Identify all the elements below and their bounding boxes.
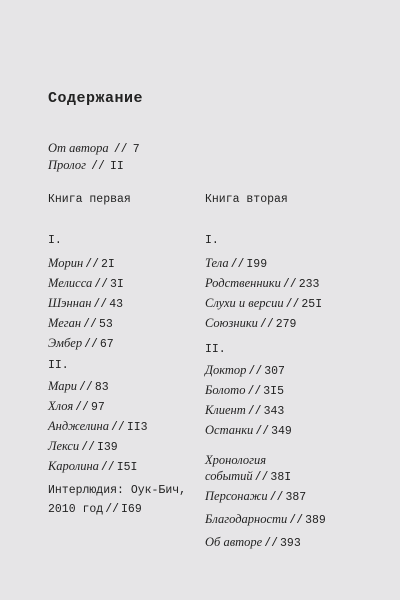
entry-title: Союзники [205, 316, 258, 330]
entry-separator: // [75, 401, 89, 414]
entry-page: I5I [116, 461, 138, 474]
toc-entry [205, 422, 292, 440]
entry-separator: // [113, 143, 128, 156]
entry-title: Тела [205, 256, 229, 270]
entry-separator: // [259, 318, 274, 331]
interlude-entry [48, 483, 186, 518]
entry-page: I39 [97, 441, 118, 454]
entry-page: 43 [109, 298, 124, 311]
entry-title: Мари [48, 379, 77, 393]
entry-title: Каролина [48, 459, 99, 473]
entry-page: 38I [270, 471, 292, 484]
entry-separator: // [247, 385, 262, 398]
book-two-part-one-list [205, 255, 322, 333]
entry-page: 233 [298, 278, 320, 291]
entry-title: Слухи и версии [205, 296, 284, 310]
entry-page: I99 [246, 258, 268, 271]
toc-entry [205, 402, 292, 420]
book-one-heading: Книга первая [48, 193, 131, 206]
entry-separator: // [264, 537, 279, 550]
entry-page: II3 [126, 421, 148, 434]
entry-separator: // [79, 381, 93, 394]
toc-entry [205, 362, 292, 380]
entry-title: Мелисса [48, 276, 93, 290]
book-one-part-one-list [48, 255, 124, 353]
interlude-title-line2: 2010 год [48, 503, 104, 516]
toc-entry [48, 295, 124, 313]
entry-separator: // [81, 441, 95, 454]
entry-title: Персонажи [205, 489, 268, 503]
entry-page: 67 [99, 338, 114, 351]
entry-separator: // [84, 338, 98, 351]
entry-title: Шэннан [48, 296, 92, 310]
book-two-heading: Книга вторая [205, 193, 288, 206]
entry-separator: // [105, 503, 120, 516]
book-one-part-two-list [48, 378, 148, 476]
entry-page: II [110, 160, 124, 173]
toc-entry [205, 295, 322, 313]
toc-entry [205, 382, 292, 400]
entry-separator: // [282, 278, 297, 291]
entry-title: Об авторе [205, 535, 263, 549]
interlude-line2 [48, 502, 186, 518]
toc-entry [48, 398, 148, 416]
entry-separator: // [269, 491, 284, 504]
toc-entry [48, 438, 148, 456]
toc-entry [48, 275, 124, 293]
entry-separator: // [255, 425, 270, 438]
entry-title: Морин [48, 256, 84, 270]
toc-entry [205, 315, 322, 333]
entry-separator: // [230, 258, 245, 271]
entry-page: 25I [301, 298, 323, 311]
entry-title: Родственники [205, 276, 281, 290]
entry-separator: // [85, 258, 99, 271]
entry-title: Лекси [48, 439, 80, 453]
page-title: Содержание [48, 90, 144, 107]
toc-entry-author [48, 140, 140, 158]
toc-entry [48, 378, 148, 396]
entry-separator: // [289, 514, 304, 527]
entry-page: 53 [98, 318, 113, 331]
toc-entry [48, 315, 124, 333]
entry-title: Меган [48, 316, 82, 330]
entry-page: 393 [280, 537, 301, 550]
entry-separator: // [247, 405, 262, 418]
book-two-part-two-list [205, 362, 292, 440]
toc-entry [48, 335, 124, 353]
entry-page: 387 [285, 491, 307, 504]
entry-title: Останки [205, 423, 254, 437]
toc-entry [205, 275, 322, 293]
entry-title: Эмбер [48, 336, 83, 350]
entry-page: 279 [275, 318, 297, 331]
chronology-title-line1: Хронология [205, 453, 267, 467]
toc-entry [205, 255, 322, 273]
entry-page: 307 [264, 365, 285, 378]
toc-entry [48, 418, 148, 436]
book-two-part-one-label: I. [205, 234, 219, 247]
entry-page: 83 [94, 381, 109, 394]
entry-page: 349 [271, 425, 292, 438]
entry-page: 3I5 [263, 385, 284, 398]
chronology-entry [205, 452, 291, 486]
toc-entry-characters [205, 488, 306, 506]
entry-separator: // [254, 471, 269, 484]
toc-entry-prologue [48, 157, 124, 175]
entry-separator: // [285, 298, 300, 311]
entry-title: Пролог [48, 158, 86, 172]
entry-page: I69 [121, 503, 142, 516]
entry-title: Хлоя [48, 399, 74, 413]
entry-separator: // [100, 461, 115, 474]
entry-page: 7 [132, 143, 140, 156]
entry-title: Благодарности [205, 512, 288, 526]
entry-title: Клиент [205, 403, 246, 417]
entry-title: Болото [205, 383, 246, 397]
entry-title: Анджелина [48, 419, 110, 433]
toc-entry-acknowledgements [205, 511, 326, 529]
entry-page: 3I [110, 278, 124, 291]
interlude-title-line1: Интерлюдия: Оук-Бич, [48, 484, 187, 497]
toc-entry [48, 458, 148, 476]
toc-entry [48, 255, 124, 273]
entry-separator: // [111, 421, 125, 434]
chronology-line2 [205, 468, 291, 486]
entry-separator: // [94, 278, 109, 291]
entry-separator: // [93, 298, 108, 311]
entry-separator: // [83, 318, 97, 331]
chronology-title-line2: событий [205, 469, 253, 483]
entry-title: От автора [48, 141, 109, 155]
entry-title: Доктор [205, 363, 247, 377]
book-one-part-two-label: II. [48, 359, 69, 372]
entry-page: 343 [263, 405, 285, 418]
entry-separator: // [91, 160, 105, 173]
book-one-part-one-label: I. [48, 234, 62, 247]
book-two-part-two-label: II. [205, 343, 226, 356]
entry-page: 389 [305, 514, 326, 527]
entry-separator: // [248, 365, 263, 378]
toc-entry-about-author [205, 534, 301, 552]
entry-page: 97 [90, 401, 105, 414]
entry-page: 2I [101, 258, 115, 271]
